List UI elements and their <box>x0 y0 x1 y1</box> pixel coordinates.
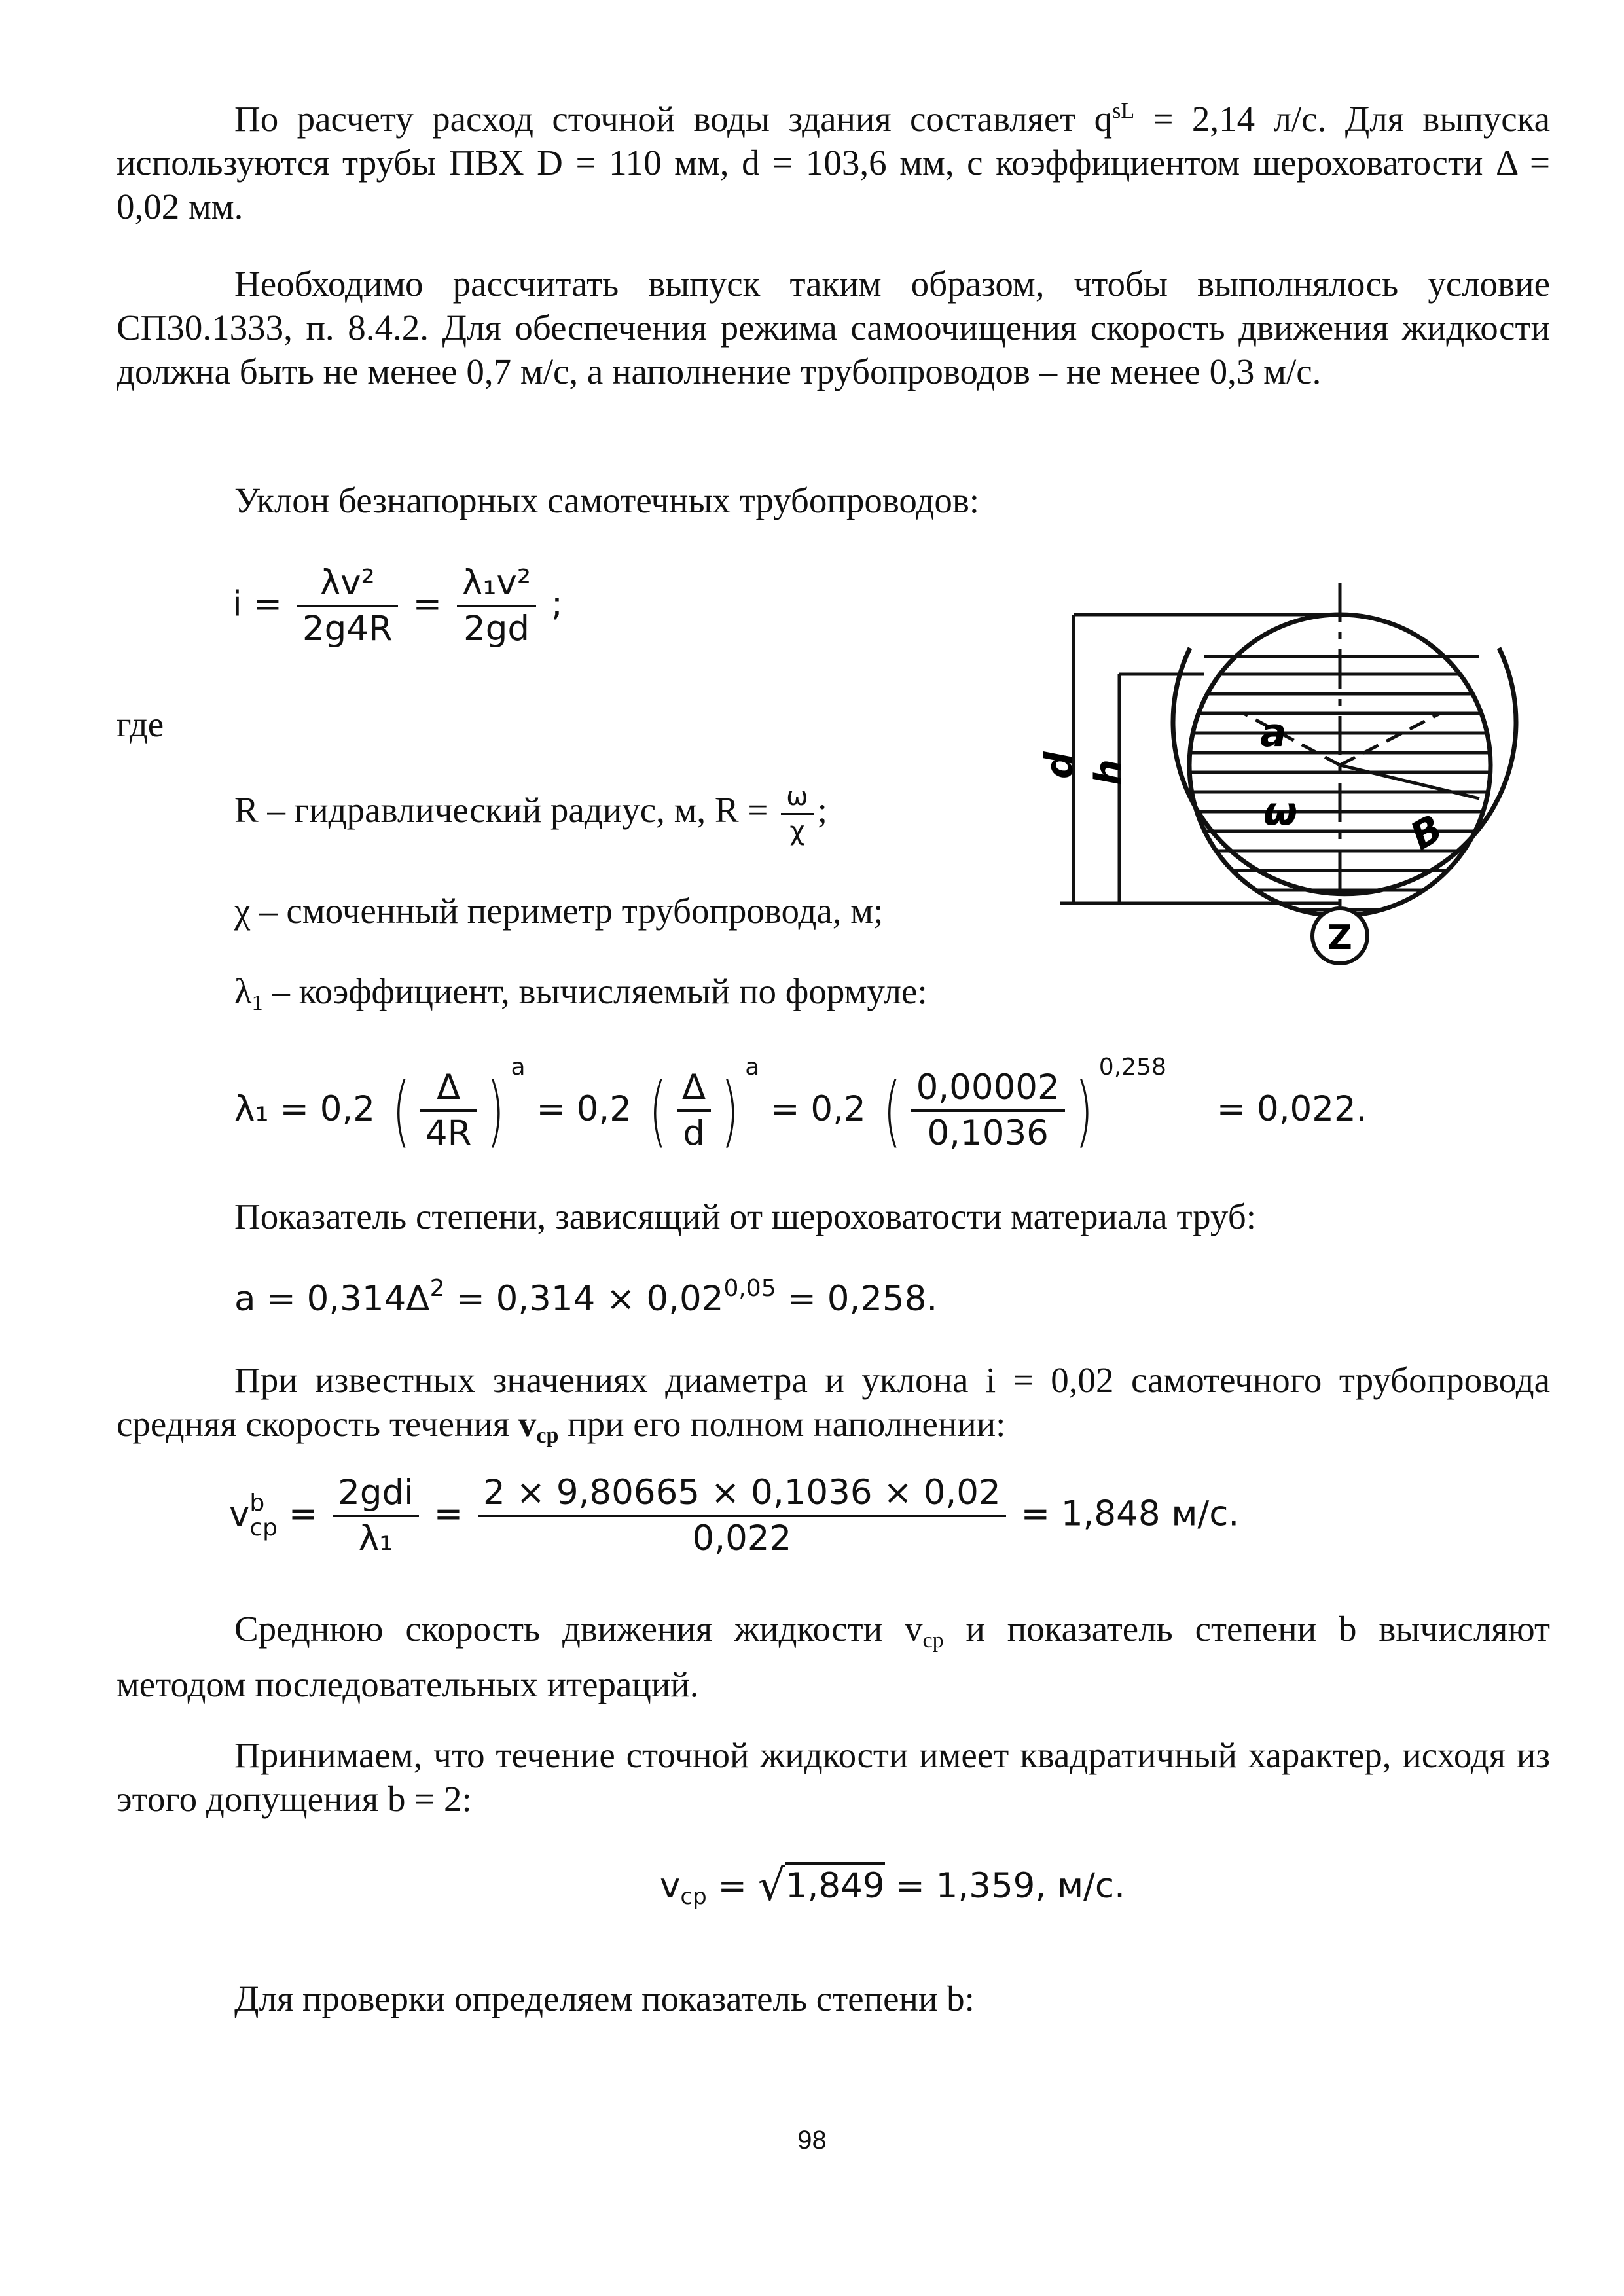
where-label: где <box>117 704 164 744</box>
fraction <box>333 1471 419 1560</box>
denominator: d <box>683 1113 705 1154</box>
formula-part: = 0,314 × 0,02 <box>444 1279 724 1319</box>
equals: = <box>412 584 442 624</box>
numerator: Δ <box>677 1066 711 1112</box>
text: = 2,14 л/с. Для выпуска используются трубы ПВХ D = 110 мм, d = 103,6 мм, с коэффициентом шероховатости Δ = 0,02 мм. <box>117 99 1550 226</box>
fraction <box>297 562 398 651</box>
text: – коэффициент, вычисляемый по формуле: <box>262 971 928 1011</box>
text: По расчету расход сточной воды здания составляет q <box>234 99 1113 139</box>
numerator: 2gdi <box>333 1471 419 1517</box>
formula-lhs: λ₁ = 0,2 <box>234 1089 376 1129</box>
open-paren: ( <box>649 1066 667 1157</box>
paragraph-requirements: Необходимо рассчитать выпуск таким образом, чтобы выполнялось условие СП30.1333, п. 8.4.2. Для обеспечения режима самоочищения скорость движения жидкости должна быть не менее 0,7 м/с, а наполнение трубопроводов – не менее 0,3 м/с. <box>117 264 1550 391</box>
radicand: 1,849 <box>785 1862 885 1906</box>
fraction <box>781 780 814 848</box>
label-b: B <box>1403 806 1451 859</box>
formula-iterated-velocity <box>660 1860 1125 1910</box>
fraction <box>911 1066 1065 1155</box>
exponent: 0,258 <box>1098 1054 1166 1081</box>
formula-full-velocity <box>229 1471 1239 1560</box>
paragraph-iterations <box>117 1607 1550 1706</box>
subscript: ср <box>536 1424 559 1448</box>
paragraph-exponent-intro: Показатель степени, зависящий от шероховатости материала труб: <box>234 1196 1256 1236</box>
sup-sub-stack <box>249 1491 278 1541</box>
subscript: ср <box>922 1628 944 1653</box>
v: v <box>229 1494 250 1534</box>
formula-exponent-a <box>234 1275 937 1319</box>
paragraph-assumption: Принимаем, что течение сточной жидкости имеет квадратичный характер, исходя из этого допущения b = 2: <box>117 1735 1550 1819</box>
text: при его полном наполнении: <box>558 1404 1006 1444</box>
fraction <box>478 1471 1006 1560</box>
label-h: h <box>1087 759 1130 785</box>
fraction <box>420 1066 477 1155</box>
subscript: ср <box>680 1884 707 1910</box>
label-d: d <box>1037 751 1081 779</box>
velocity-symbol: v <box>518 1404 537 1444</box>
paragraph-slope-intro: Уклон безнапорных самотечных трубопроводов: <box>234 480 980 520</box>
paragraph-flow-rate <box>117 89 1550 228</box>
numerator: 2 × 9,80665 × 0,1036 × 0,02 <box>478 1471 1006 1517</box>
close-paren: ) <box>486 1066 505 1157</box>
open-paren: ( <box>392 1066 410 1157</box>
exponent: a <box>745 1054 760 1081</box>
denominator: 0,022 <box>692 1518 792 1558</box>
sqrt-sign: √ <box>757 1860 785 1910</box>
superscript: sL <box>1112 99 1135 123</box>
close-paren: ) <box>1074 1066 1093 1157</box>
formula-slope <box>232 562 563 651</box>
label-z: Z <box>1327 918 1352 958</box>
numerator: λv² <box>297 562 398 607</box>
equals-value: = 0,2 <box>770 1089 866 1129</box>
subscript: 1 <box>251 991 263 1015</box>
text: R – гидравлический радиус, м, R = <box>234 790 768 831</box>
formula-rhs: = 1,359, м/с. <box>884 1866 1125 1906</box>
text: Среднюю скорость движения жидкости v <box>234 1609 923 1649</box>
lambda-symbol: λ <box>234 971 252 1011</box>
definition-wetted-perimeter: χ – смоченный периметр трубопровода, м; <box>234 891 884 931</box>
label-omega: ω <box>1263 789 1298 834</box>
exponent: a <box>511 1054 526 1081</box>
velocity-symbol <box>229 1490 278 1541</box>
superscript: b <box>249 1490 265 1516</box>
formula-part: = 0,258. <box>776 1279 938 1319</box>
label-a: a <box>1260 710 1287 756</box>
semicolon: ; <box>817 790 827 831</box>
exponent: 0,05 <box>723 1275 776 1302</box>
equals: = <box>706 1866 758 1906</box>
fraction <box>677 1066 711 1155</box>
denominator: χ <box>789 816 805 846</box>
pipe-cross-section-diagram <box>1037 563 1545 982</box>
denominator: 0,1036 <box>927 1113 1049 1154</box>
numerator: Δ <box>420 1066 477 1112</box>
fraction <box>457 562 536 651</box>
text: При известных значениях диаметра и уклона i = 0,02 самотечного трубопровода средняя скорость течения <box>117 1360 1550 1444</box>
paragraph-check-exponent: Для проверки определяем показатель степени b: <box>234 1979 975 2018</box>
open-paren: ( <box>882 1066 901 1157</box>
definition-lambda <box>234 971 928 1016</box>
numerator: 0,00002 <box>911 1066 1065 1112</box>
semicolon: ; <box>551 584 563 624</box>
formula-rhs: = 1,848 м/с. <box>1020 1494 1240 1534</box>
v: v <box>660 1866 681 1906</box>
radius-line-left <box>1244 713 1340 765</box>
denominator: 4R <box>425 1113 472 1154</box>
formula-lambda <box>234 1054 1367 1155</box>
numerator: λ₁v² <box>457 562 536 607</box>
denominator: 2g4R <box>302 609 393 649</box>
close-paren: ) <box>721 1066 739 1157</box>
numerator: ω <box>781 780 814 815</box>
definition-hydraulic-radius <box>234 780 827 848</box>
paragraph-mean-velocity <box>117 1358 1550 1458</box>
formula-lhs: i = <box>232 584 282 624</box>
denominator: λ₁ <box>358 1518 393 1558</box>
text: и показатель степени b вычисляют методом последовательных итераций. <box>117 1609 1550 1704</box>
equals: = <box>433 1494 463 1534</box>
equals: = <box>288 1494 318 1534</box>
equals-value: = 0,2 <box>536 1089 632 1129</box>
radius-line-right <box>1340 713 1440 765</box>
denominator: 2gd <box>463 609 530 649</box>
subscript: ср <box>249 1515 278 1541</box>
exponent: 2 <box>429 1275 445 1302</box>
page-number: 98 <box>797 2126 827 2155</box>
formula-part: a = 0,314Δ <box>234 1279 430 1319</box>
formula-rhs: = 0,022. <box>1216 1089 1367 1129</box>
